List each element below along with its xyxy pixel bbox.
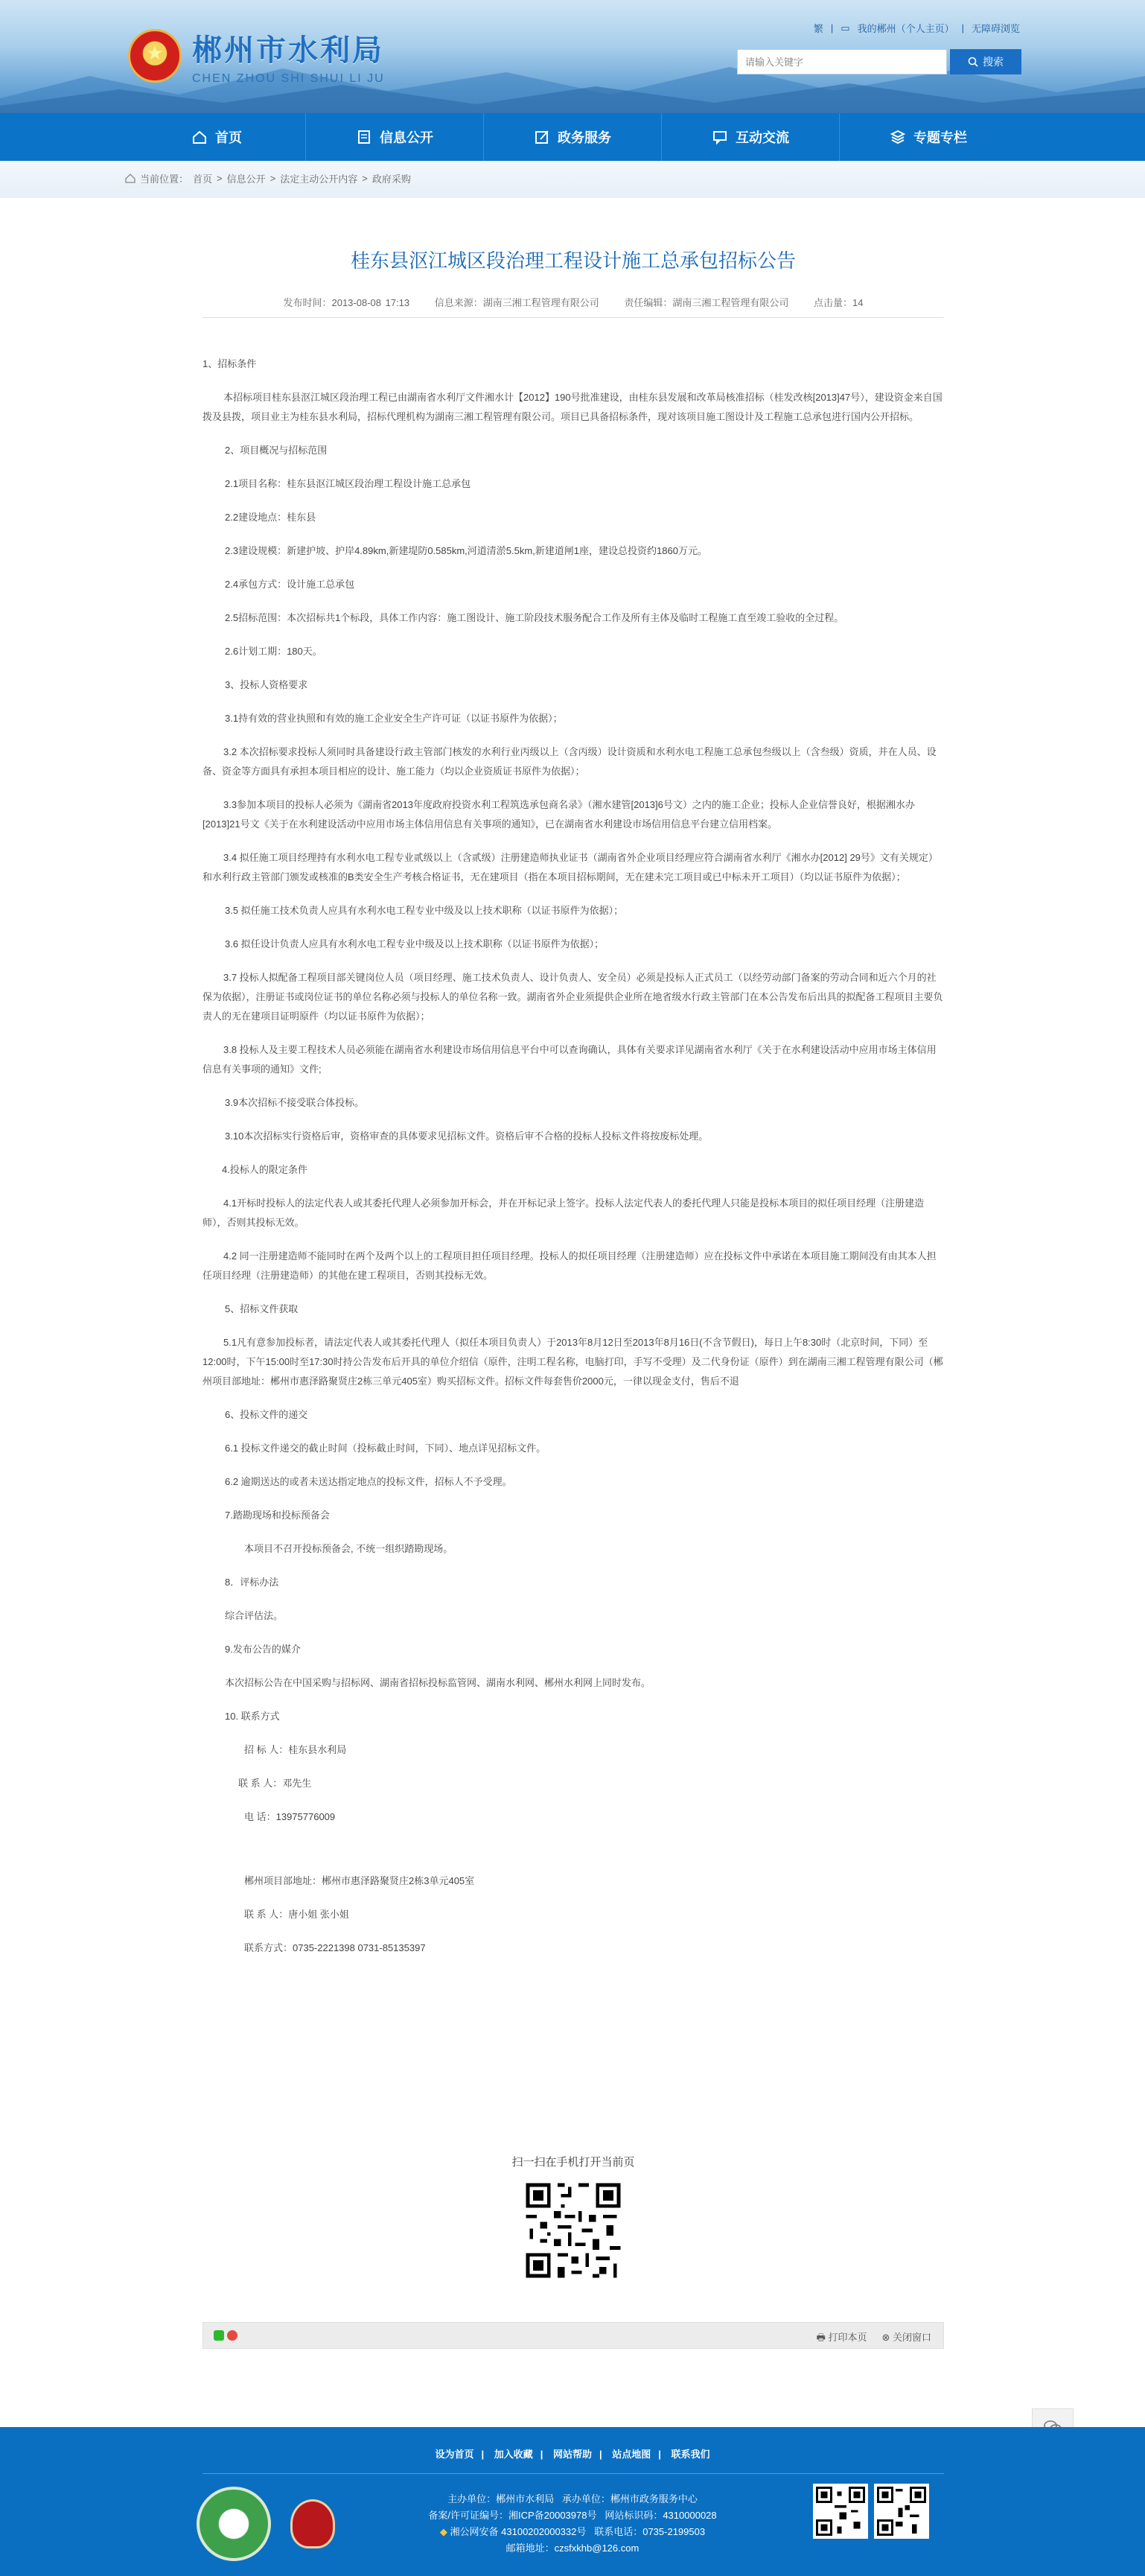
site-logo[interactable] bbox=[128, 22, 385, 89]
nav-item-label: 互动交流 bbox=[736, 130, 789, 145]
paragraph: 3.1持有效的营业执照和有效的施工企业安全生产许可证（以证书原件为依据）； bbox=[225, 713, 563, 724]
article-title: 桂东县沤江城区段治理工程设计施工总承包招标公告 bbox=[350, 249, 796, 272]
footer-info bbox=[0, 2491, 1145, 2557]
paragraph: 5.1凡有意参加投标者，请法定代表人或其委托代理人（拟任本项目负责人）于2013年8月12日至2013年8月16日(不含节假日)，每日上午8:30时（北京时间，下同）至12:00时，下午15:00时至17:30时持公告发布后开具的单位介绍信（原件，注明工程名称，电脑打印，手写不受理）及二代身份证（原件）到在湖南三湘工程管理有限公司（郴州项目部地址：郴州市惠泽路聚贤庄2栋三单元405室）购买招标文件。招标文件每套售价2000元，一律以现金支付，售后不退 bbox=[202, 1337, 943, 1387]
breadcrumb bbox=[125, 171, 411, 185]
paragraph: 8．评标办法 bbox=[225, 1577, 279, 1588]
breadcrumb-separator: > bbox=[362, 173, 368, 184]
divider: | bbox=[830, 22, 834, 34]
qr-code-image bbox=[523, 2180, 624, 2281]
paragraph: 3.4 拟任施工项目经理持有水利水电工程专业贰级以上（含贰级）注册建造师执业证书（湖南省外企业项目经理应符合湖南省水利厅《湘水办[2012] 29号》文有关规定）和水利行政主管部门颁发或核准的B类安全生产考核合格证书，无在建项目（指在本项目招标期间，无在建未完工项目或已中标未开工项目）（均以证书原件为依据）； bbox=[202, 852, 938, 882]
chat-icon bbox=[712, 129, 728, 145]
article-body bbox=[202, 354, 944, 1972]
qr-share-block bbox=[202, 2154, 944, 2285]
paragraph: 2.4承包方式：设计施工总承包 bbox=[225, 579, 355, 590]
paragraph: 4.投标人的限定条件 bbox=[222, 1164, 307, 1175]
paragraph: 3.10本次招标实行资格后审，资格审查的具体要求见招标文件。资格后审不合格的投标人投标文件将按废标处理。 bbox=[225, 1130, 709, 1142]
monitor-icon: ▭ bbox=[841, 22, 850, 34]
nav-item-label: 信息公开 bbox=[380, 130, 433, 145]
paragraph: 2.2建设地点：桂东县 bbox=[225, 512, 316, 523]
footer-link-sitemap[interactable]: 站点地图 bbox=[612, 2449, 651, 2460]
click-count: 点击量：14 bbox=[814, 297, 864, 308]
title-divider bbox=[202, 317, 944, 318]
site-header bbox=[0, 0, 1145, 113]
print-button[interactable]: 🖶 打印本页 bbox=[816, 2332, 867, 2343]
paragraph: 3.6 拟任设计负责人应具有水利水电工程专业中级及以上技术职称（以证书原件为依据）； bbox=[225, 938, 605, 950]
paragraph: 本次招标公告在中国采购与招标网、湖南省招标投标监管网、湖南水利网、郴州水利网上同时发布。 bbox=[225, 1677, 651, 1688]
footer-link-homepage[interactable]: 设为首页 bbox=[435, 2449, 474, 2460]
paragraph: 2、项目概况与招标范围 bbox=[225, 445, 328, 456]
paragraph: 7.踏勘现场和投标预备会 bbox=[225, 1510, 330, 1521]
article-meta bbox=[202, 295, 944, 309]
close-label: 关闭窗口 bbox=[892, 2332, 931, 2343]
paragraph: 招 标 人：桂东县水利局 bbox=[244, 1744, 347, 1755]
site-code: 网站标识码：4310000028 bbox=[605, 2510, 717, 2521]
paragraph: 10. 联系方式 bbox=[225, 1711, 280, 1722]
paragraph: 4.2 同一注册建造师不能同时在两个及两个以上的工程项目担任项目经理。投标人的拟任项目经理（注册建造师）应在投标文件中承诺在本项目施工期间没有由其本人担任项目经理（注册建造师）的其他在建工程项目，否则其投标无效。 bbox=[202, 1250, 937, 1281]
edit-icon bbox=[534, 129, 550, 145]
site-footer bbox=[0, 2427, 1145, 2576]
paragraph: 6.2 逾期送达的或者未送达指定地点的投标文件，招标人不予受理。 bbox=[225, 1476, 512, 1487]
search-box bbox=[737, 49, 947, 74]
icp-number[interactable]: 备案/许可证编号：湘ICP备20003978号 bbox=[428, 2510, 597, 2521]
home-icon bbox=[191, 129, 208, 145]
traditional-chinese-link[interactable]: 繁 bbox=[813, 23, 823, 34]
paragraph: 电 话：13975776009 bbox=[244, 1811, 336, 1822]
contact-phone: 联系电话：0735-2199503 bbox=[594, 2526, 706, 2537]
paragraph: 4.1开标时投标人的法定代表人或其委托代理人必须参加开标会，并在开标记录上签字。投标人法定代表人的委托代理人只能是投标本项目的拟任项目经理（注册建造师），否则其投标无效。 bbox=[202, 1198, 925, 1228]
qr-caption: 扫一扫在手机打开当前页 bbox=[511, 2156, 635, 2169]
wechat-share-icon[interactable] bbox=[214, 2330, 224, 2341]
responsible-editor: 责任编辑：湖南三湘工程管理有限公司 bbox=[624, 297, 789, 308]
search-button[interactable] bbox=[950, 49, 1021, 74]
tools-right bbox=[817, 2329, 931, 2347]
share-icons bbox=[214, 2330, 237, 2341]
nav-item-special-topics[interactable] bbox=[840, 113, 1017, 161]
paragraph: 2.5招标范围：本次招标共1个标段，具体工作内容：施工图设计、施工阶段技术服务配合工作及所有主体及临时工程施工直至竣工验收的全过程。 bbox=[225, 612, 844, 623]
weibo-share-icon[interactable] bbox=[227, 2330, 237, 2341]
paragraph: 3.9本次招标不接受联合体投标。 bbox=[225, 1097, 365, 1108]
police-record[interactable]: 湘公网安备 43100202000332号 bbox=[450, 2526, 587, 2537]
breadcrumb-item-procurement[interactable]: 政府采购 bbox=[371, 174, 411, 185]
publish-date: 发布时间：2013-08-08 17:13 bbox=[283, 297, 410, 308]
accessibility-link[interactable]: 无障碍浏览 bbox=[971, 23, 1020, 34]
nav-item-info-disclosure[interactable] bbox=[306, 113, 484, 161]
nav-item-home[interactable] bbox=[128, 113, 306, 161]
search-button-label: 搜索 bbox=[983, 56, 1004, 68]
paragraph: 3.5 拟任施工技术负责人应具有水利水电工程专业中级及以上技术职称（以证书原件为依据）； bbox=[225, 905, 624, 916]
paragraph: 6、投标文件的递交 bbox=[225, 1409, 308, 1420]
print-label: 打印本页 bbox=[828, 2332, 867, 2343]
paragraph: 2.1项目名称：桂东县沤江城区段治理工程设计施工总承包 bbox=[225, 478, 471, 489]
breadcrumb-separator: > bbox=[269, 173, 276, 184]
nav-item-gov-services[interactable] bbox=[484, 113, 662, 161]
paragraph: 综合评估法。 bbox=[225, 1610, 284, 1621]
top-links bbox=[814, 21, 1020, 35]
footer-divider bbox=[202, 2473, 944, 2474]
paragraph: 3.7 投标人拟配备工程项目部关键岗位人员（项目经理、施工技术负责人、设计负责人、安全员）必须是投标人正式员工（以经劳动部门备案的劳动合同和近六个月的社保为依据），注册证书或岗位证书的单位名称必须与投标人的单位名称一致。湖南省外企业须提供企业所在地省级水行政主管部门在本公告发布后出具的拟配备工程项目主要负责人的无在建项目证明原件（均以证书原件为依据）； bbox=[202, 972, 943, 1022]
paragraph: 2.6计划工期：180天。 bbox=[225, 646, 322, 657]
breadcrumb-item-home[interactable]: 首页 bbox=[193, 174, 213, 185]
paragraph: 本招标项目桂东县沤江城区段治理工程已由湖南省水利厅文件湘水计【2012】190号批准建设，由桂东县发展和改革局核准招标（桂发改核[2013]47号），建设资金来自国拨及县拨，项目业主为桂东县水利局，招标代理机构为湖南三湘工程管理有限公司。项目已具备招标条件，现对该项目施工图设计及工程施工总承包进行国内公开招标。 bbox=[202, 392, 943, 422]
footer-link-favorite[interactable]: 加入收藏 bbox=[494, 2449, 533, 2460]
site-name: 郴州市水利局 bbox=[192, 34, 384, 67]
divider: | bbox=[961, 22, 964, 34]
article-container bbox=[202, 198, 944, 2365]
national-emblem-icon bbox=[128, 29, 182, 83]
wechat-qr-code-image bbox=[813, 2484, 868, 2539]
nav-item-label: 政务服务 bbox=[558, 130, 611, 145]
document-icon bbox=[356, 129, 372, 145]
nav-item-interaction[interactable] bbox=[662, 113, 840, 161]
article-tools-bar bbox=[202, 2322, 944, 2349]
paragraph: 5、招标文件获取 bbox=[225, 1303, 299, 1314]
paragraph: 3.8 投标人及主要工程技术人员必须能在湖南省水利建设市场信用信息平台中可以查询确认，具体有关要求详见湖南省水利厅《关于在水利建设活动中应用市场主体信用信息有关事项的通知》文件; bbox=[202, 1044, 937, 1075]
paragraph: 本项目不召开投标预备会, 不统一组织踏勘现场。 bbox=[244, 1543, 453, 1554]
contact-email: 邮箱地址：czsfxkhb@126.com bbox=[505, 2542, 640, 2554]
paragraph: 6.1 投标文件递交的截止时间（投标截止时间，下同）、地点详见招标文件。 bbox=[225, 1443, 546, 1454]
organizer-text: 承办单位：郴州市政务服务中心 bbox=[561, 2493, 698, 2505]
paragraph: 郴州项目部地址：郴州市惠泽路聚贤庄2栋3单元405室 bbox=[244, 1875, 475, 1886]
paragraph: 联系方式：0735-2221398 0731-85135397 bbox=[244, 1942, 426, 1953]
search-input[interactable] bbox=[738, 50, 946, 74]
nav-item-label: 首页 bbox=[215, 130, 242, 145]
app-qr-code-image bbox=[874, 2484, 929, 2539]
nav-item-label: 专题专栏 bbox=[913, 130, 967, 145]
paragraph: 3.2 本次招标要求投标人须同时具备建设行政主管部门核发的水利行业丙级以上（含丙级）设计资质和水利水电工程施工总承包叁级以上（含叁级）资质，并在人员、设备、资金等方面具有承担本项目相应的设计、施工能力（均以企业资质证书原件为依据）； bbox=[202, 746, 937, 777]
site-pinyin: CHEN ZHOU SHI SHUI LI JU bbox=[192, 71, 385, 85]
police-badge-icon: ◆ bbox=[439, 2526, 447, 2537]
info-source: 信息来源：湖南三湘工程管理有限公司 bbox=[434, 297, 599, 308]
paragraph: 联 系 人：邓先生 bbox=[238, 1778, 312, 1789]
footer-links: 设为首页 | 加入收藏 | 网站帮助 | 站点地图 | 联系我们 bbox=[435, 2449, 710, 2460]
footer-link-help[interactable]: 网站帮助 bbox=[552, 2449, 592, 2460]
layers-icon bbox=[890, 129, 906, 145]
paragraph: 9.发布公告的媒介 bbox=[225, 1644, 301, 1655]
footer-link-contact[interactable]: 联系我们 bbox=[671, 2449, 710, 2460]
search-icon bbox=[968, 57, 978, 67]
paragraph: 2.3建设规模：新建护坡、护岸4.89km,新建堤防0.585km,河道清淤5.5km,新建道闸1座，建设总投资约1860万元。 bbox=[225, 545, 707, 556]
sponsor-text: 主办单位：郴州市水利局 bbox=[447, 2493, 555, 2505]
breadcrumb-label: 当前位置： bbox=[140, 174, 189, 185]
close-window-button[interactable]: ⊗ 关闭窗口 bbox=[881, 2332, 931, 2343]
paragraph: 联 系 人：唐小姐 张小姐 bbox=[244, 1909, 349, 1920]
paragraph: 3、投标人资格要求 bbox=[225, 679, 308, 690]
breadcrumb-item-info[interactable]: 信息公开 bbox=[226, 174, 266, 185]
main-nav bbox=[0, 113, 1145, 161]
my-homepage-link[interactable]: 我的郴州（个人主页） bbox=[857, 23, 954, 34]
paragraph: 1、招标条件 bbox=[202, 358, 257, 369]
breadcrumb-item-statutory[interactable]: 法定主动公开内容 bbox=[280, 174, 358, 185]
breadcrumb-separator: > bbox=[217, 173, 223, 184]
home-icon bbox=[125, 174, 135, 183]
paragraph: 3.3参加本项目的投标人必须为《湖南省2013年度政府投资水利工程筑选承包商名录》（湘水建管[2013]6号文）之内的施工企业；投标人企业信誉良好，根据湘水办[2013]21号文《关于在水利建设活动中应用市场主体信用信息有关事项的通知》，已在湖南省水利建设市场信用信息平台建立信用档案。 bbox=[202, 799, 915, 830]
